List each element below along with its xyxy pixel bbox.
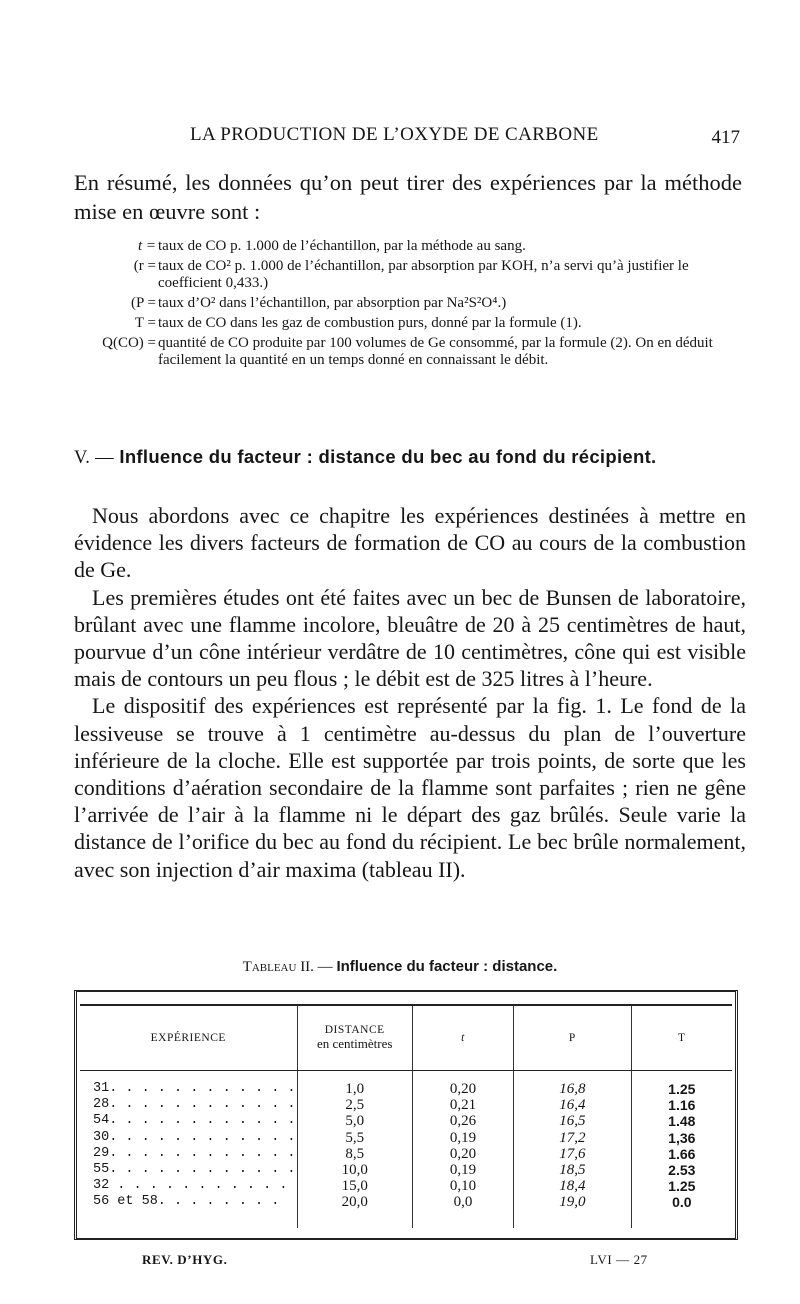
experience-cell: 30. . . . . . . . . . . . <box>93 1129 296 1145</box>
distance-cell: 5,5 <box>345 1129 365 1146</box>
distance-column <box>297 1071 412 1229</box>
p-cell: 16,8 <box>559 1081 586 1097</box>
definition-item <box>74 258 746 295</box>
body-paragraph: Les premières études ont été faites avec un bec de Bunsen de laboratoire, brûlant avec une flamme incolore, bleuâtre de 20 à 25 centimètres de haut, pourvue d’un cône intérieur verdâtre de 10 centimètres, cône qui est visible mais de contours un peu flous ; le débit est de 325 litres à l’heure. <box>74 584 746 692</box>
experience-cell: 28. . . . . . . . . . . . <box>93 1097 296 1113</box>
T-cell: 0.0 <box>672 1194 692 1211</box>
t-cell: 0,20 <box>449 1081 477 1097</box>
section-heading <box>74 446 754 469</box>
table-frame <box>74 990 738 1240</box>
experience-cell: 56 et 58. . . . . . . . <box>93 1194 280 1210</box>
definition-text: taux de CO dans les gaz de combustion purs, donné par la formule (1). <box>158 315 582 331</box>
t-cell: 0,19 <box>449 1129 477 1146</box>
experience-cell: 55. . . . . . . . . . . . <box>93 1162 296 1178</box>
body-text <box>74 502 746 883</box>
body-paragraph: Nous abordons avec ce chapitre les expériences destinées à mettre en évidence les divers facteurs de formation de CO au cours de la combustion de Ge. <box>74 503 746 583</box>
definition-item <box>74 295 746 315</box>
table-header-row <box>80 1005 732 1071</box>
experience-cell: 32 . . . . . . . . . . . <box>93 1178 288 1194</box>
definition-text: taux de CO p. 1.000 de l’échantillon, par la méthode au sang. <box>158 238 526 254</box>
definition-key: (P = <box>131 295 156 311</box>
experience-column <box>80 1071 297 1229</box>
p-cell: 18,5 <box>559 1162 586 1179</box>
header-distance-line2: en centimètres <box>317 1036 393 1051</box>
running-head <box>80 124 740 154</box>
data-table <box>80 1004 732 1228</box>
p-cell: 17,2 <box>559 1129 586 1146</box>
distance-cell: 20,0 <box>341 1194 368 1211</box>
section-numeral: V. — <box>74 448 114 468</box>
page-number: 417 <box>711 127 740 148</box>
page-footer <box>0 1252 800 1272</box>
experience-cell: 31. . . . . . . . . . . . <box>93 1081 296 1096</box>
definition-item <box>74 315 746 335</box>
t-cell: 0,19 <box>449 1162 477 1179</box>
table-caption <box>0 958 800 976</box>
t-cell: 0,21 <box>449 1097 477 1114</box>
definition-item <box>74 238 746 258</box>
distance-cell: 15,0 <box>341 1178 368 1195</box>
t-column <box>412 1071 513 1229</box>
footer-journal: REV. D’HYG. <box>142 1252 228 1267</box>
T-column <box>631 1071 732 1229</box>
distance-cell: 1,0 <box>345 1081 365 1097</box>
T-cell: 1.66 <box>668 1145 696 1162</box>
T-cell: 1.25 <box>668 1178 696 1195</box>
definition-text: taux de CO² p. 1.000 de l’échantillon, par absorption par KOH, n’a servi qu’à justifier le coefficient 0,433.) <box>158 258 689 291</box>
distance-cell: 8,5 <box>345 1145 365 1162</box>
definition-text: taux d’O² dans l’échantillon, par absorption par Na²S²O⁴.) <box>158 295 507 311</box>
summary-paragraph: En résumé, les données qu’on peut tirer des expériences par la méthode mise en œuvre sont : <box>74 170 742 224</box>
header-distance <box>297 1005 412 1071</box>
header-p: P <box>514 1005 631 1071</box>
definition-key: T = <box>134 315 156 331</box>
T-cell: 1,36 <box>668 1129 696 1146</box>
definition-text: quantité de CO produite par 100 volumes de Ge consommé, par la formule (2). On en déduit facilement la quantité en un temps donné en connaissant le débit. <box>158 335 713 368</box>
header-experience: EXPÉRIENCE <box>80 1005 297 1071</box>
section-title: Influence du facteur : distance du bec au fond du récipient. <box>119 446 657 467</box>
footer-signature: LVI — 27 <box>590 1252 648 1267</box>
header-T: T <box>631 1005 732 1071</box>
distance-cell: 5,0 <box>345 1113 365 1130</box>
definitions-list <box>74 238 746 391</box>
distance-cell: 2,5 <box>345 1097 365 1114</box>
T-cell: 2.53 <box>668 1162 696 1179</box>
body-paragraph: Le dispositif des expériences est représenté par la fig. 1. Le fond de la lessiveuse se trouve à 1 centimètre au-dessus du plan de l’ouverture inférieure de la cloche. Elle est supportée par trois points, de sorte que les conditions d’aération secondaire de la flamme sont parfaites ; rien ne gêne l’arrivée de l’air à la flamme ni le départ des gaz brûlés. Seule varie la distance de l’orifice du bec au fond du récipient. Le bec brûle normalement, avec son injection d’air maxima (tableau II). <box>74 693 746 882</box>
table-title: Influence du facteur : distance. <box>336 958 558 975</box>
header-distance-line1: DISTANCE <box>324 1024 385 1036</box>
definition-key: Q(CO) = <box>102 335 156 351</box>
t-cell: 0,20 <box>449 1145 477 1162</box>
p-column <box>514 1071 631 1229</box>
running-title: LA PRODUCTION DE L’OXYDE DE CARBONE <box>190 124 599 145</box>
p-cell: 16,4 <box>559 1097 586 1114</box>
t-cell: 0,26 <box>449 1113 477 1130</box>
definition-item <box>74 335 746 391</box>
table-label: Tableau II. — <box>242 959 333 975</box>
T-cell: 1.25 <box>668 1081 696 1097</box>
header-t: t <box>412 1005 513 1071</box>
p-cell: 19,0 <box>559 1194 586 1211</box>
t-cell: 0,10 <box>449 1178 477 1195</box>
p-cell: 18,4 <box>559 1178 586 1195</box>
definition-key: (r = <box>133 258 156 274</box>
table-body-row <box>80 1071 732 1229</box>
definition-key: t = <box>137 238 156 254</box>
p-cell: 16,5 <box>559 1113 586 1130</box>
T-cell: 1.48 <box>668 1113 696 1130</box>
experience-cell: 54. . . . . . . . . . . . <box>93 1113 296 1129</box>
t-cell: 0,0 <box>453 1194 473 1211</box>
distance-cell: 10,0 <box>341 1162 368 1179</box>
T-cell: 1.16 <box>668 1097 696 1114</box>
experience-cell: 29. . . . . . . . . . . . <box>93 1145 296 1161</box>
p-cell: 17,6 <box>559 1145 586 1162</box>
